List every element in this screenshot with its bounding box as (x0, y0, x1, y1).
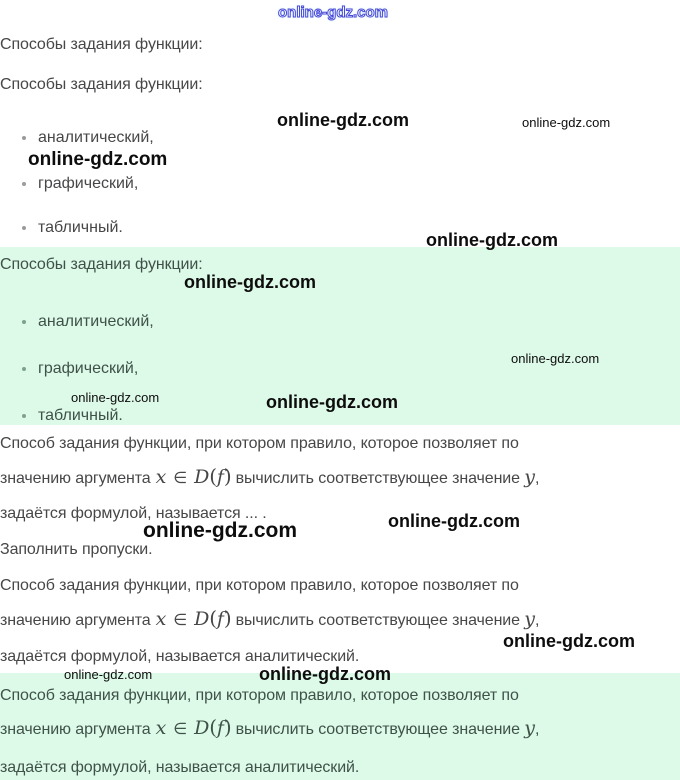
definition-text: вычислить соответствующее значение (235, 470, 520, 487)
element-of-symbol: ∈ (173, 468, 188, 487)
watermark: online-gdz.com (259, 664, 391, 684)
math-expression: x ∈ D(f) (155, 606, 232, 630)
list-item (0, 175, 138, 193)
list-item (0, 407, 123, 425)
math-y-symbol: y (524, 466, 535, 488)
watermark: online-gdz.com (143, 519, 297, 542)
definition-line: Способ задания функции, при котором правило, которое позволяет по (0, 687, 519, 704)
definition-line-answer: задаётся формулой, называется аналитический. (0, 648, 360, 665)
watermark: online-gdz.com (426, 230, 558, 250)
element-of-symbol: ∈ (173, 610, 188, 629)
watermark: online-gdz.com (522, 115, 611, 130)
definition-line: Способ задания функции, при котором правило, которое позволяет по (0, 435, 519, 452)
bullet-icon (22, 136, 26, 140)
math-expression: x ∈ D(f) (155, 715, 232, 739)
definition-line-answer: задаётся формулой, называется аналитический. (0, 759, 360, 776)
definition-line: Способ задания функции, при котором правило, которое позволяет по (0, 577, 519, 594)
math-y-symbol: y (524, 717, 535, 739)
section-heading: Способы задания функции: (0, 76, 203, 93)
list-item-label: аналитический, (38, 313, 154, 330)
list-item (0, 129, 154, 147)
list-item-label: графический, (38, 360, 139, 377)
task-prompt: Заполнить пропуски. (0, 541, 153, 558)
bullet-icon (22, 414, 26, 418)
definition-line: значению аргумента x ∈ D(f) вычислить соответствующее значение y, (0, 464, 540, 488)
watermark: online-gdz.com (511, 351, 600, 366)
definition-line: значению аргумента x ∈ D(f) вычислить соответствующее значение y, (0, 715, 540, 739)
list-item-label: табличный. (38, 407, 123, 424)
definition-text: значению аргумента (0, 612, 151, 629)
section-heading: Способы задания функции: (0, 256, 203, 273)
watermark: online-gdz.com (71, 390, 160, 405)
watermark: online-gdz.com (184, 272, 316, 292)
watermark: online-gdz.com (278, 4, 388, 21)
definition-text: значению аргумента (0, 470, 151, 487)
bullet-icon (22, 182, 26, 186)
definition-text: значению аргумента (0, 721, 151, 738)
list-item-label: графический, (38, 175, 139, 192)
list-item (0, 360, 138, 378)
watermark: online-gdz.com (64, 667, 153, 682)
list-item-label: аналитический, (38, 129, 154, 146)
definition-line-blank: задаётся формулой, называется ... . (0, 505, 267, 522)
list-item-label: табличный. (38, 219, 123, 236)
bullet-icon (22, 226, 26, 230)
math-expression: x ∈ D(f) (155, 464, 232, 488)
bullet-icon (22, 320, 26, 324)
definition-line: значению аргумента x ∈ D(f) вычислить соответствующее значение y, (0, 606, 540, 630)
bullet-icon (22, 367, 26, 371)
list-item (0, 313, 154, 331)
watermark: online-gdz.com (503, 631, 635, 651)
definition-text: вычислить соответствующее значение (235, 721, 520, 738)
watermark: online-gdz.com (266, 392, 398, 412)
watermark: online-gdz.com (277, 110, 409, 130)
definition-text: вычислить соответствующее значение (235, 612, 520, 629)
watermark: online-gdz.com (388, 511, 520, 531)
list-item (0, 219, 123, 237)
section-heading: Способы задания функции: (0, 36, 203, 53)
watermark: online-gdz.com (28, 149, 168, 170)
element-of-symbol: ∈ (173, 719, 188, 738)
highlighted-answer-block-2 (0, 673, 680, 780)
math-y-symbol: y (524, 608, 535, 630)
